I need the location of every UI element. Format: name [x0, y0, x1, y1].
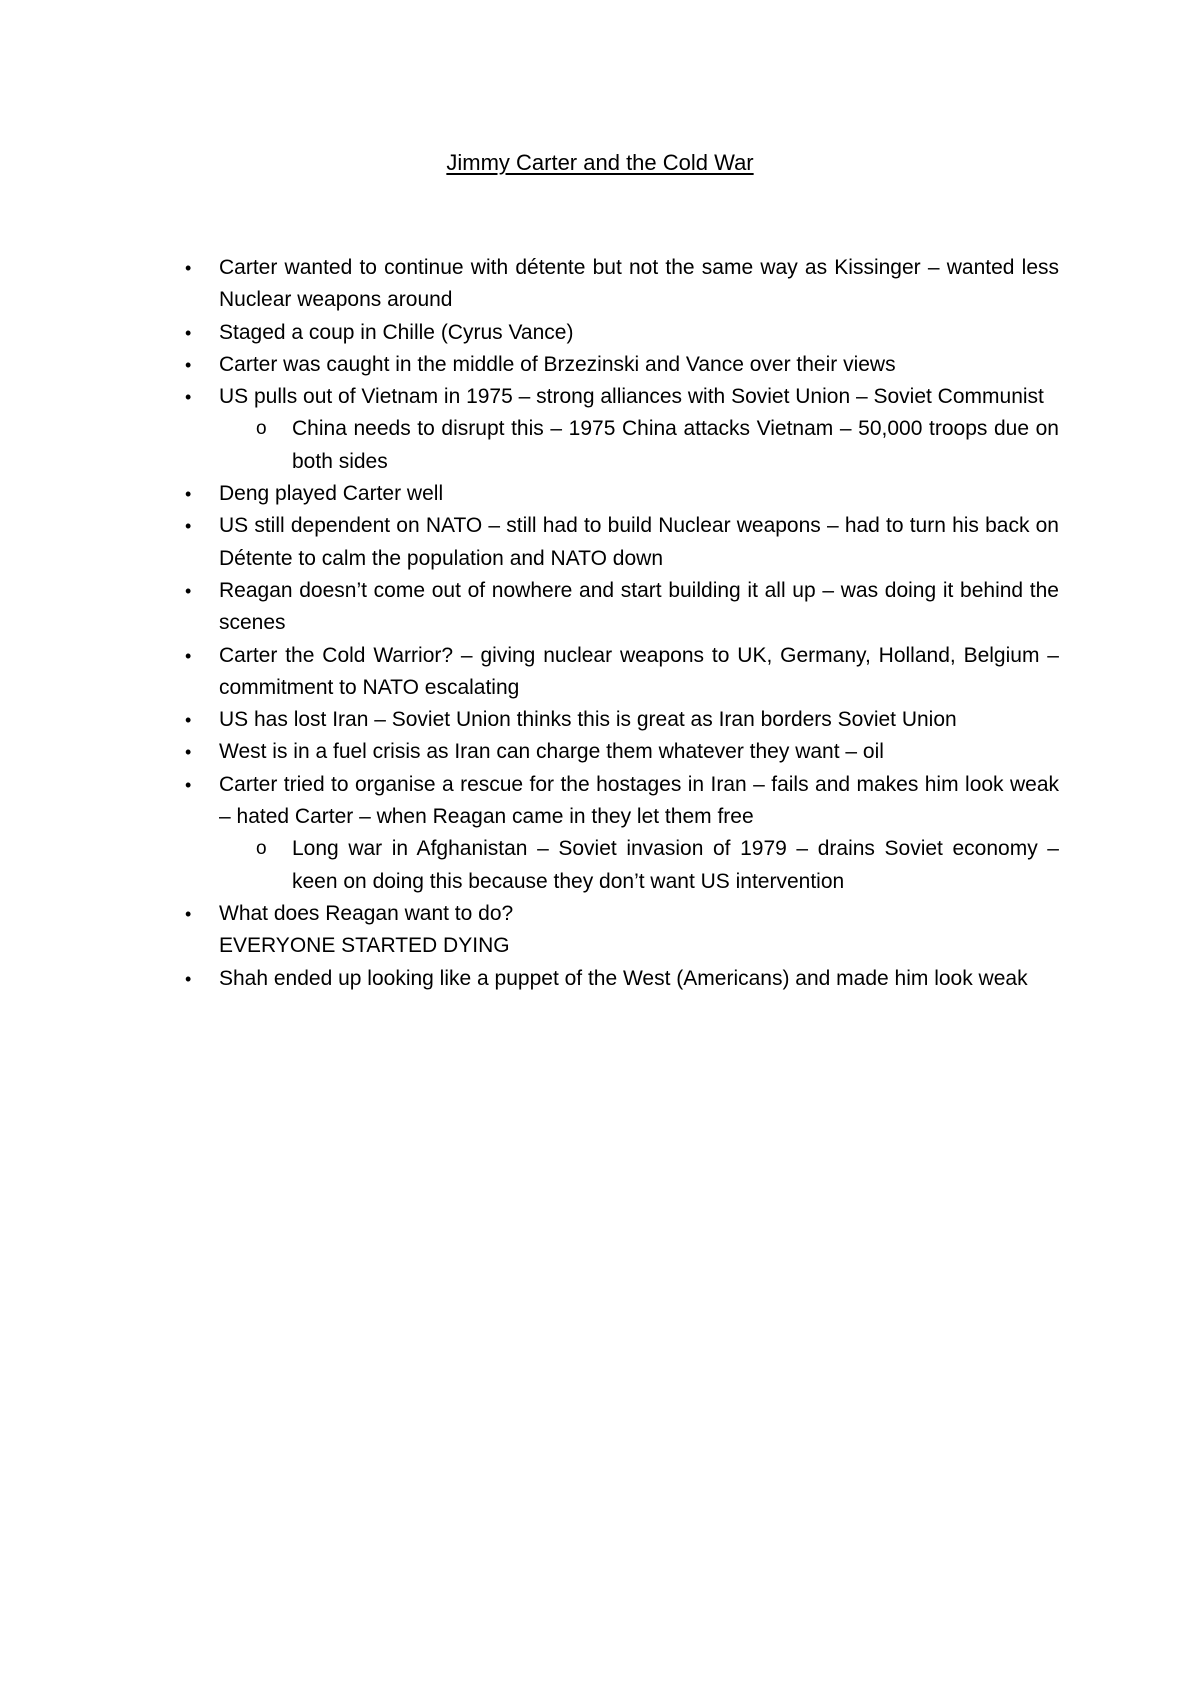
bullet-icon: • — [185, 742, 192, 763]
sub-list-item — [256, 413, 1059, 478]
list-item-text: Deng played Carter well — [219, 482, 444, 506]
list-item-text: Shah ended up looking like a puppet of the West (Americans) and made him look weak — [219, 966, 1028, 990]
bullet-icon: • — [185, 516, 192, 537]
list-item — [185, 252, 1059, 317]
bullet-icon: • — [185, 322, 192, 343]
list-item — [185, 478, 1059, 510]
bullet-icon: • — [185, 774, 192, 795]
bullet-icon: • — [185, 580, 192, 601]
emphasis-line — [219, 930, 1059, 962]
bullet-icon: • — [185, 645, 192, 666]
list-item — [185, 704, 1059, 736]
list-item — [185, 963, 1059, 995]
bullet-icon: • — [185, 387, 192, 408]
list-item-text: US has lost Iran – Soviet Union thinks this is great as Iran borders Soviet Union — [219, 708, 957, 732]
list-item — [185, 317, 1059, 349]
list-item — [185, 349, 1059, 381]
page-title-text: Jimmy Carter and the Cold War — [446, 150, 754, 175]
sub-bullet-icon: o — [256, 418, 267, 440]
emphasis-line-text: EVERYONE STARTED DYING — [219, 934, 510, 958]
list-item-text: Long war in Afghanistan – Soviet invasion of 1979 – drains Soviet economy – keen on doing this because they don’t want US intervention — [292, 837, 1059, 893]
list-item — [185, 575, 1059, 640]
list-item-text: US pulls out of Vietnam in 1975 – strong alliances with Soviet Union – Soviet Communist — [219, 385, 1044, 409]
bullet-icon: • — [185, 968, 192, 989]
list-item-text: China needs to disrupt this – 1975 China attacks Vietnam – 50,000 troops due on both sides — [292, 417, 1059, 473]
list-item — [185, 640, 1059, 705]
bullet-icon: • — [185, 903, 192, 924]
list-item-text: What does Reagan want to do? — [219, 901, 514, 925]
sub-bullet-icon: o — [256, 838, 267, 860]
list-item — [185, 898, 1059, 930]
list-item — [185, 736, 1059, 768]
sub-list-item — [256, 833, 1059, 898]
bullet-icon: • — [185, 710, 192, 731]
bullet-icon: • — [185, 354, 192, 375]
list-item-text: Reagan doesn’t come out of nowhere and start building it all up – was doing it behind the scenes — [219, 578, 1059, 635]
list-item-text: Staged a coup in Chille (Cyrus Vance) — [219, 320, 574, 344]
list-item-text: Carter was caught in the middle of Brzezinski and Vance over their views — [219, 352, 896, 376]
list-item-text: US still dependent on NATO – still had to build Nuclear weapons – had to turn his back on Détente to calm the population and NATO down — [219, 514, 1059, 570]
list-item-text: West is in a fuel crisis as Iran can charge them whatever they want – oil — [219, 740, 884, 764]
list-item — [185, 769, 1059, 834]
bullet-icon: • — [185, 484, 192, 505]
bullet-icon: • — [185, 258, 192, 278]
list-item — [185, 510, 1059, 575]
list-item-text: Carter the Cold Warrior? – giving nuclear weapons to UK, Germany, Holland, Belgium – commitment to NATO escalating — [219, 643, 1059, 699]
page-title — [0, 148, 1200, 178]
list-item-text: Carter wanted to continue with détente but not the same way as Kissinger – wanted less Nuclear weapons around — [219, 256, 1059, 312]
list-item-text: Carter tried to organise a rescue for the hostages in Iran – fails and makes him look weak – hated Carter – when Reagan came in they let them free — [219, 772, 1059, 829]
bullet-list — [185, 252, 1059, 995]
list-item — [185, 381, 1059, 413]
